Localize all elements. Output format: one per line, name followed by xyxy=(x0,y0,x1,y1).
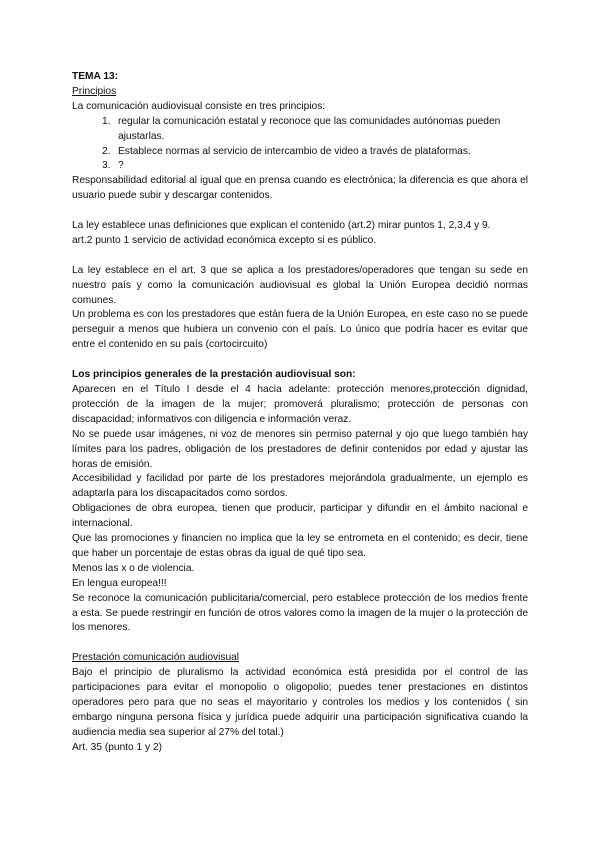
problema-paragraph: Un problema es con los prestadores que están fuera de la Unión Europea, en este caso no se puede perseguir a menos que hubiera un convenio con el país. Lo único que podría hacer es evitar que entre el contenido en su país (cortocircuito) xyxy=(72,309,528,351)
list-item-text: regular la comunicación estatal y reconoce que las comunidades autónomas pueden ajustarlas. xyxy=(118,115,501,142)
responsabilidad-paragraph: Responsabilidad editorial al igual que en prensa cuando es electrónica; la diferencia es que ahora el usuario puede subir y descargar contenidos. xyxy=(72,175,528,202)
section-heading-principios-generales: Los principios generales de la prestación audiovisual son: xyxy=(72,369,356,381)
spacer xyxy=(72,204,528,219)
art3-paragraph: La ley establece en el art. 3 que se aplica a los prestadores/operadores que tengan su sede en nuestro país y como la comunicación audiovisual es global la Unión Europea decidió normas comunes. xyxy=(72,264,528,306)
list-item-text: Establece normas al servicio de intercambio de video a través de plataformas. xyxy=(118,145,471,157)
list-item xyxy=(72,115,528,145)
list-item-number: 3. xyxy=(102,160,111,172)
paragraph: Se reconoce la comunicación publicitaria/comercial, pero establece protección de los medios frente a esta. Se puede restringir en función de otros valores como la imagen de la mujer o la protección de los menores. xyxy=(72,592,528,634)
art2-paragraph: art.2 punto 1 servicio de actividad económica excepto si es público. xyxy=(72,234,377,246)
principios-list xyxy=(72,115,528,175)
spacer xyxy=(72,353,528,368)
list-item xyxy=(72,145,528,160)
spacer xyxy=(72,249,528,264)
list-item xyxy=(72,159,528,174)
document-title: TEMA 13: xyxy=(72,71,119,82)
list-item-number: 2. xyxy=(102,145,111,157)
paragraph: En lengua europea!!! xyxy=(72,577,167,589)
definiciones-paragraph: La ley establece unas definiciones que explican el contenido (art.2) mirar puntos 1, 2,3,4 y 9. xyxy=(72,220,491,232)
spacer xyxy=(72,636,528,651)
paragraph: No se puede usar imágenes, ni voz de menores sin permiso paternal y ojo que luego también hay límites para los padres, obligación de los prestadores de definir contenidos por edad y ajustar las horas de emisión. xyxy=(72,428,528,470)
pluralismo-paragraph: Bajo el principio de pluralismo la actividad económica está presidida por el control de las participaciones para evitar el monopolio o oligopolio; puedes tener prestaciones en distintos operadores pero para que no seas el mayoritario y controles los medios y los contenidos ( sin embargo ninguna persona física y jurídica puede adquirir una participación significativa cuando la audiencia media sea superior al 27% del total.) xyxy=(72,667,528,738)
section-heading-principios: Principios xyxy=(72,85,117,97)
paragraph: Accesibilidad y facilidad por parte de los prestadores mejorándola gradualmente, un ejemplo es adaptarla para los discapacitados como sordos. xyxy=(72,473,528,500)
list-item-number: 1. xyxy=(102,115,111,127)
document-body xyxy=(72,70,528,756)
section-heading-prestacion: Prestación comunicación audiovisual xyxy=(72,652,240,664)
art35-paragraph: Art. 35 (punto 1 y 2) xyxy=(72,741,163,753)
paragraph: Aparecen en el Título I desde el 4 hacia adelante: protección menores,protección dignidad, protección de la imagen de la mujer; promoverá pluralismo; protección de personas con discapacidad; informativos con diligencia e información veraz. xyxy=(72,383,528,425)
principios-intro: La comunicación audiovisual consiste en tres principios: xyxy=(72,100,326,112)
paragraph: Que las promociones y financien no implica que la ley se entrometa en el contenido; es decir, tiene que haber un porcentaje de estas obras da igual de qué tipo sea. xyxy=(72,533,528,559)
list-item-text: ? xyxy=(118,160,124,172)
paragraph: Obligaciones de obra europea, tienen que producir, participar y difundir en el ámbito nacional e internacional. xyxy=(72,503,528,530)
paragraph: Menos las x o de violencia. xyxy=(72,562,195,574)
